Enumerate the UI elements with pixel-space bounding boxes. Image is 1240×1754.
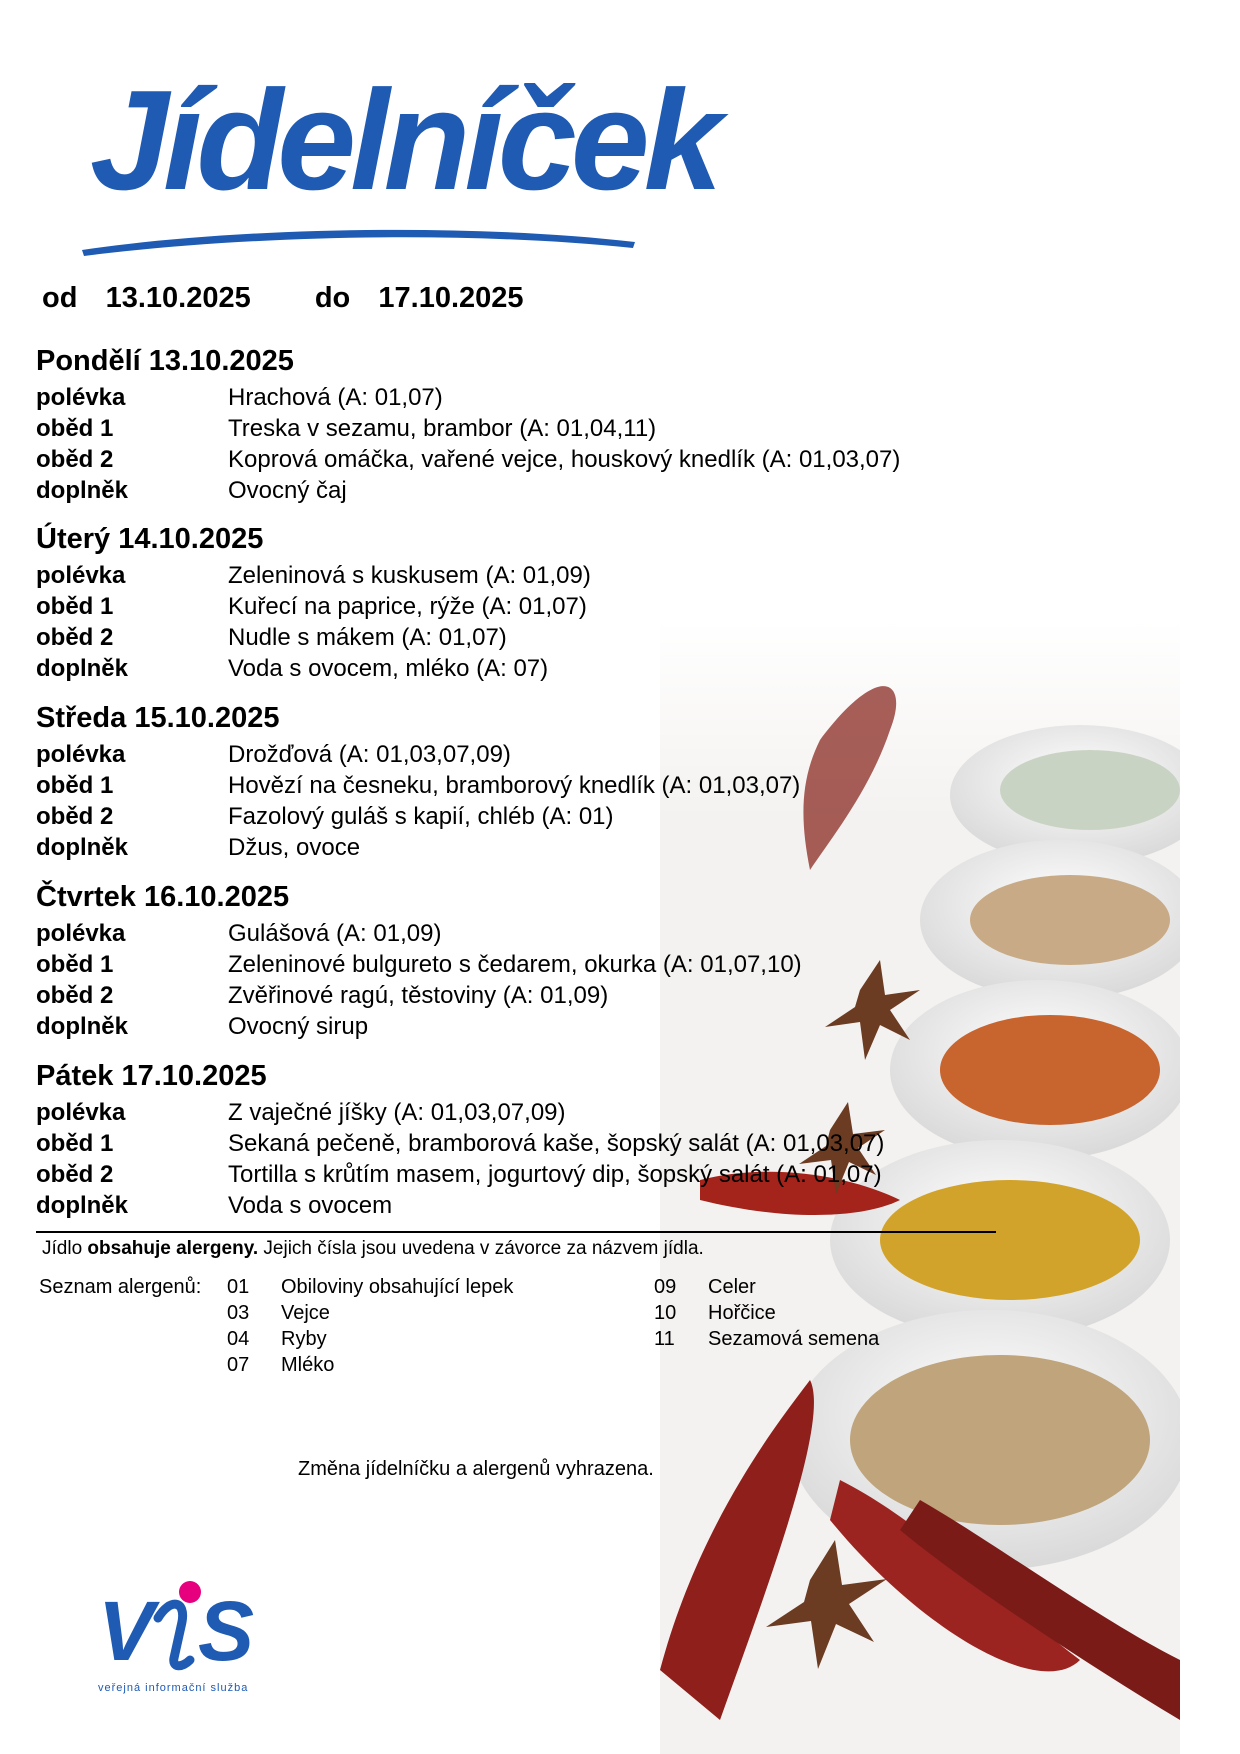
menu-row: [36, 1097, 956, 1128]
allergen-name: Sezamová semena: [708, 1328, 880, 1350]
allergen-name: Celer: [708, 1276, 756, 1298]
allergen-name: Mléko: [281, 1354, 335, 1376]
svg-text:V: V: [98, 1584, 155, 1678]
meal-label: oběd 2: [36, 1161, 114, 1188]
meal-label: doplněk: [36, 1013, 129, 1040]
meal-dish: Voda s ovocem, mléko (A: 07): [228, 655, 549, 682]
meal-label: polévka: [36, 384, 126, 411]
allergen-num: 03: [227, 1302, 250, 1324]
allergen-num: 01: [227, 1276, 250, 1298]
day-heading: Pátek 17.10.2025: [36, 1060, 267, 1092]
allergen-num: 07: [227, 1354, 250, 1376]
allergen-num: 09: [654, 1276, 677, 1298]
meal-dish: Hrachová (A: 01,07): [228, 384, 443, 411]
allergen-note-bold: obsahuje alergeny.: [87, 1238, 259, 1259]
meal-dish: Hovězí na česneku, bramborový knedlík (A: 01,03,07): [228, 772, 801, 799]
menu-row: [36, 1128, 956, 1159]
allergen-name: Vejce: [281, 1302, 330, 1324]
menu-title-logo: [80, 61, 717, 260]
day-wednesday: [36, 697, 956, 863]
title-underline-swoosh: [80, 220, 640, 260]
menu-row: [36, 770, 956, 801]
allergen-note: [42, 1238, 704, 1260]
allergen-name: Hořčice: [708, 1302, 776, 1324]
menu-row: [36, 1011, 956, 1042]
meal-dish: Fazolový guláš s kapií, chléb (A: 01): [228, 803, 614, 830]
svg-text:S: S: [198, 1584, 255, 1678]
allergen-item: [654, 1300, 776, 1326]
to-date: 17.10.2025: [378, 282, 524, 314]
menu-row: [36, 560, 956, 591]
allergen-num: 10: [654, 1302, 677, 1324]
to-label: do: [314, 282, 351, 314]
meal-dish: Koprová omáčka, vařené vejce, houskový knedlík (A: 01,03,07): [228, 446, 901, 473]
allergen-num: 04: [227, 1328, 250, 1350]
meal-label: polévka: [36, 1099, 126, 1126]
vis-logo: [98, 1578, 268, 1708]
menu-row: [36, 1190, 956, 1221]
meal-dish: Zvěřinové ragú, těstoviny (A: 01,09): [228, 982, 609, 1009]
allergen-item: [654, 1274, 756, 1300]
meal-label: oběd 2: [36, 982, 114, 1009]
menu-row: [36, 832, 956, 863]
menu-row: [36, 801, 956, 832]
meal-label: oběd 1: [36, 593, 114, 620]
meal-label: polévka: [36, 920, 126, 947]
meal-dish: Treska v sezamu, brambor (A: 01,04,11): [228, 415, 657, 442]
meal-label: polévka: [36, 741, 126, 768]
meal-label: oběd 2: [36, 803, 114, 830]
section-divider: [36, 1231, 996, 1233]
meal-label: oběd 1: [36, 415, 114, 442]
vis-logo-mark: [98, 1578, 268, 1678]
menu-row: [36, 739, 956, 770]
day-heading: Středa 15.10.2025: [36, 702, 280, 734]
menu-row: [36, 622, 956, 653]
day-heading: Čtvrtek 16.10.2025: [36, 881, 290, 913]
meal-dish: Voda s ovocem: [228, 1192, 393, 1219]
meal-dish: Nudle s mákem (A: 01,07): [228, 624, 507, 651]
allergen-item: [227, 1326, 327, 1352]
meal-dish: Tortilla s krůtím masem, jogurtový dip, šopský salát (A: 01,07): [228, 1161, 882, 1188]
meal-dish: Drožďová (A: 01,03,07,09): [228, 741, 511, 768]
menu-row: [36, 382, 956, 413]
meal-label: oběd 2: [36, 446, 114, 473]
allergen-item: [654, 1326, 879, 1352]
day-friday: [36, 1055, 956, 1221]
allergen-note-prefix: Jídlo: [42, 1238, 83, 1259]
footer-note: Změna jídelníčku a alergenů vyhrazena.: [298, 1458, 654, 1480]
meal-dish: Gulášová (A: 01,09): [228, 920, 442, 947]
allergen-list-label: Seznam alergenů:: [39, 1276, 202, 1298]
menu-row: [36, 591, 956, 622]
meal-label: doplněk: [36, 655, 129, 682]
day-monday: [36, 340, 956, 506]
meal-dish: Z vaječné jíšky (A: 01,03,07,09): [228, 1099, 566, 1126]
meal-dish: Džus, ovoce: [228, 834, 361, 861]
meal-label: polévka: [36, 562, 126, 589]
vis-logo-subtitle: veřejná informační služba: [98, 1682, 249, 1694]
meal-label: doplněk: [36, 1192, 129, 1219]
meal-dish: Ovocný sirup: [228, 1013, 369, 1040]
meal-label: oběd 1: [36, 1130, 114, 1157]
meal-label: oběd 1: [36, 772, 114, 799]
menu-row: [36, 949, 956, 980]
allergen-name: Obiloviny obsahující lepek: [281, 1276, 514, 1298]
meal-dish: Zeleninová s kuskusem (A: 01,09): [228, 562, 591, 589]
allergen-item: [227, 1274, 513, 1300]
meal-dish: Ovocný čaj: [228, 477, 347, 504]
allergen-item: [227, 1300, 330, 1326]
allergen-note-suffix: Jejich čísla jsou uvedena v závorce za názvem jídla.: [263, 1238, 704, 1259]
day-heading: Úterý 14.10.2025: [36, 523, 264, 555]
menu-period: [42, 282, 524, 315]
allergen-item: [227, 1352, 334, 1378]
meal-dish: Kuřecí na paprice, rýže (A: 01,07): [228, 593, 587, 620]
menu-row: [36, 918, 956, 949]
menu-row: [36, 653, 956, 684]
meal-label: oběd 1: [36, 951, 114, 978]
menu-row: [36, 1159, 956, 1190]
allergen-num: 11: [654, 1328, 675, 1350]
meal-label: doplněk: [36, 477, 129, 504]
meal-label: oběd 2: [36, 624, 114, 651]
day-heading: Pondělí 13.10.2025: [36, 345, 294, 377]
menu-row: [36, 444, 956, 475]
day-tuesday: [36, 518, 956, 684]
from-label: od: [42, 282, 78, 314]
menu-row: [36, 475, 956, 506]
menu-row: [36, 980, 956, 1011]
allergen-name: Ryby: [281, 1328, 327, 1350]
meal-dish: Zeleninové bulgureto s čedarem, okurka (A: 01,07,10): [228, 951, 802, 978]
from-date: 13.10.2025: [105, 282, 251, 314]
meal-dish: Sekaná pečeně, bramborová kaše, šopský salát (A: 01,03,07): [228, 1130, 885, 1157]
page-title: Jídelníček: [90, 61, 717, 220]
day-thursday: [36, 876, 956, 1042]
menu-row: [36, 413, 956, 444]
meal-label: doplněk: [36, 834, 129, 861]
